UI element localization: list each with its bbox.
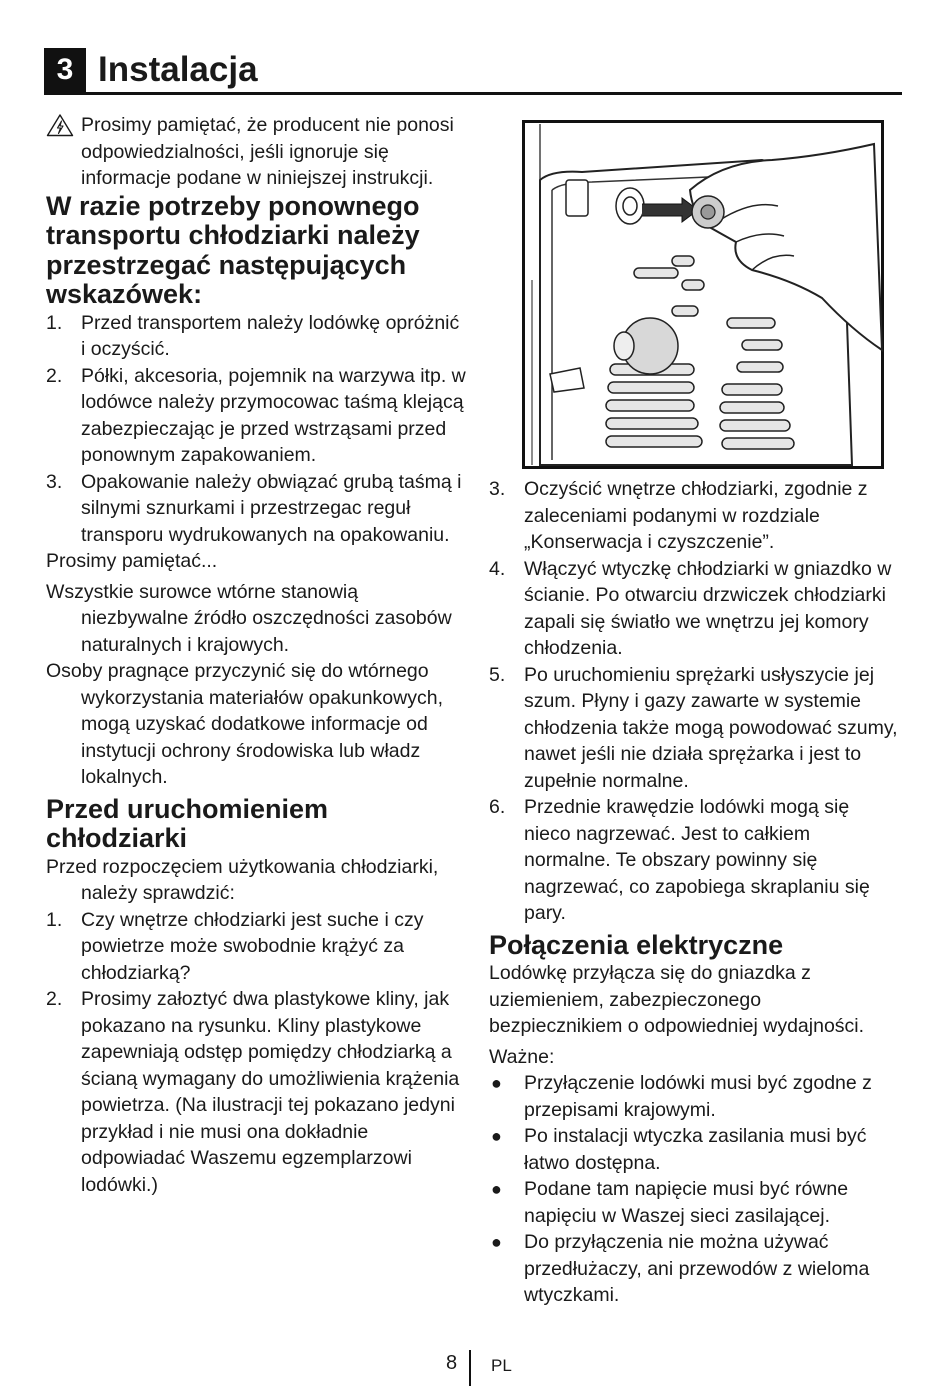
steps-list xyxy=(489,476,899,927)
section-title: Instalacja xyxy=(98,50,258,89)
warning-text: Prosimy pamiętać, że producent nie ponosi odpowiedzialności, jeśli ignoruje się informacje podane w niniejszej instrukcji. xyxy=(81,114,454,189)
item-number: 3. xyxy=(46,470,63,493)
bullet-icon: ● xyxy=(491,1179,502,1199)
list-item xyxy=(46,986,466,1198)
footer-divider xyxy=(469,1350,471,1386)
language-code: PL xyxy=(491,1356,512,1375)
left-column xyxy=(46,112,466,1198)
bullet-text: Podane tam napięcie musi być równe napięciu w Waszej sieci zasilającej. xyxy=(524,1178,849,1227)
bullet-icon: ● xyxy=(491,1073,502,1093)
list-item xyxy=(489,662,899,795)
list-item xyxy=(489,476,899,556)
bullet-text: Po instalacji wtyczka zasilania musi być łatwo dostępna. xyxy=(524,1125,867,1174)
page-footer xyxy=(0,1350,950,1386)
list-item xyxy=(46,907,466,987)
item-text: Czy wnętrze chłodziarki jest suche i czy powietrze może swobodnie krążyć za chłodziarką? xyxy=(81,908,424,984)
bullet-item xyxy=(489,1176,899,1229)
item-text: Opakowanie należy obwiązać grubą taśmą i silnymi sznurkami i przestrzegac reguł transporu wydrukowanych na opakowaniu. xyxy=(81,470,462,546)
recycle-paragraph-1: Wszystkie surowce wtórne stanowią niezbywalne źródło oszczędności zasobów naturalnych i krajowych. xyxy=(46,580,452,656)
before-start-list xyxy=(46,907,466,1199)
item-number: 5. xyxy=(489,663,506,686)
section-number: 3 xyxy=(44,48,86,92)
item-number: 2. xyxy=(46,988,63,1010)
item-number: 2. xyxy=(46,364,63,387)
bullet-item xyxy=(489,1123,899,1176)
item-number: 6. xyxy=(489,796,506,818)
wedge-installation-illustration xyxy=(522,120,884,469)
item-text: Po uruchomieniu sprężarki usłyszycie jej szum. Płyny i gazy zawarte w systemie chłodzenia także mogą powodować szumy, nawet jeśli nie działa sprężarka i jest to zupełnie normalne. xyxy=(524,663,898,792)
important-label: Ważne: xyxy=(489,1045,555,1068)
before-start-heading: Przed uruchomieniem chłodziarki xyxy=(46,793,329,853)
remember-note: Prosimy pamiętać... xyxy=(46,550,218,572)
item-number: 3. xyxy=(489,478,506,500)
header-rule xyxy=(44,92,902,95)
bullet-text: Do przyłączenia nie można używać przedłużaczy, ani przewodów z wieloma wtyczkami. xyxy=(524,1231,870,1306)
important-bullets xyxy=(489,1070,899,1309)
list-item xyxy=(489,556,899,662)
bullet-icon: ● xyxy=(491,1126,502,1146)
item-text: Włączyć wtyczkę chłodziarki w gniazdko w ścianie. Po otwarciu drzwiczek chłodziarki zapali się światło we wnętrzu jej komory chłodzenia. xyxy=(524,557,892,659)
bullet-text: Przyłączenie lodówki musi być zgodne z przepisami krajowymi. xyxy=(524,1072,872,1121)
bullet-icon: ● xyxy=(491,1232,502,1252)
section-header xyxy=(44,48,902,94)
warning-triangle-icon xyxy=(46,113,74,137)
list-item xyxy=(46,310,466,363)
list-item xyxy=(46,469,466,549)
item-number: 1. xyxy=(46,908,63,931)
item-number: 1. xyxy=(46,311,63,334)
item-text: Półki, akcesoria, pojemnik na warzywa itp. w lodówce należy przymocowac taśmą klejącą zabezpieczając je przed wstrząsami przed ponownym zapakowaniem. xyxy=(81,364,466,466)
list-item xyxy=(46,363,466,469)
transport-heading: W razie potrzeby ponownego transportu chłodziarki należy przestrzegać następujących wskazówek: xyxy=(46,190,420,309)
item-text: Przednie krawędzie lodówki mogą się nieco nagrzewać. Jest to całkiem normalne. Te obszary powinny się nagrzewać, co zapobiega skraplaniu się pary. xyxy=(524,796,870,924)
bullet-item xyxy=(489,1229,899,1309)
before-start-intro: Przed rozpoczęciem użytkowania chłodziarki, należy sprawdzić: xyxy=(46,855,439,904)
item-text: Oczyścić wnętrze chłodziarki, zgodnie z zaleceniami podanymi w rozdziale „Konserwacja i czyszczenie”. xyxy=(524,478,868,553)
transport-list xyxy=(46,310,466,549)
item-number: 4. xyxy=(489,557,506,580)
recycle-paragraph-2: Osoby pragnące przyczynić się do wtórnego wykorzystania materiałów opakunkowych, mogą uzyskać dodatkowe informacje od instytucji ochrony środowiska lub władz lokalnych. xyxy=(46,660,443,788)
electrical-heading: Połączenia elektryczne xyxy=(489,929,784,960)
item-text: Przed transportem należy lodówkę opróżnić i oczyścić. xyxy=(81,311,460,360)
page-number: 8 xyxy=(446,1352,458,1374)
list-item xyxy=(489,794,899,927)
item-text: Prosimy załoztyć dwa plastykowe kliny, jak pokazano na rysunku. Kliny plastykowe zapewniają odstęp pomiędzy chłodziarką a ścianą wymagany do umożliwienia krążenia powietrza. (Na ilustracji tej pokazano jedyni przykład i nie musi ona dokładnie odpowiadać Waszemu egzemplarzowi lodówki.) xyxy=(81,988,460,1196)
right-column xyxy=(489,476,899,1309)
warning-paragraph xyxy=(46,112,466,192)
bullet-item xyxy=(489,1070,899,1123)
electrical-text: Lodówkę przyłącza się do gniazdka z uziemieniem, zabezpieczonego bezpiecznikiem o odpowiedniej wydajności. xyxy=(489,962,865,1037)
